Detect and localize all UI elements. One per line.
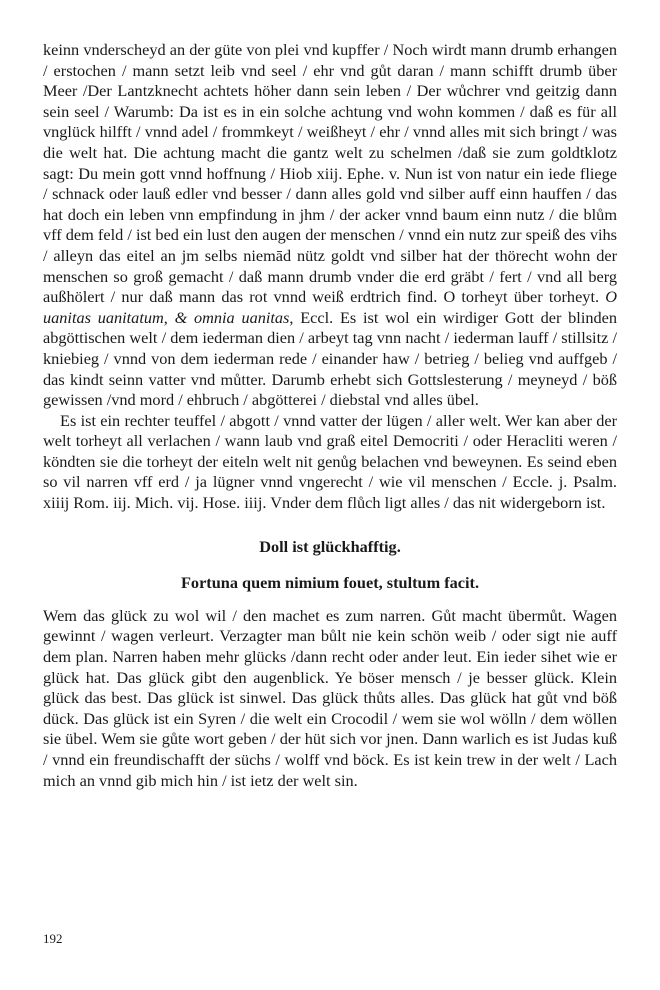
body-paragraph-2: Es ist ein rechter teuffel / abgott / vnnd vatter der lügen / aller welt. Wer kan aber der welt torheyt all verlachen / wann laub vnd graß eitel Democriti / oder Heracliti weren / köndten sie die torheyt der eiteln welt nit genůg belachen vnd beweynen. Es seind eben so vil narren vff erd / ja lügner vnnd vngerecht / wie vil menschen / Eccle. j. Psalm. xiiij Rom. iij. Mich. vij. Hose. iiij. Vnder dem flůch ligt alles / das nit widergeborn ist. [43, 410, 617, 513]
section-motto: Fortuna quem nimium fouet, stultum facit. [180, 573, 480, 593]
paragraph-1-text-a: keinn vnderscheyd an der güte von plei vnd kupffer / Noch wirdt mann drumb erhangen / erstochen / mann setzt leib vnd seel / ehr vnd gůt daran / mann schifft drumb über Meer /Der Lantzknecht achtets höher dann sein leben / Der wůchrer vnd geitzig dann sein seel / Warumb: Da ist es in ein solche achtung vnd wohn kommen / daß es für all vnglück hilfft / vnnd adel / frommkeyt / weißheyt / ehr / vnnd alles mit sich bringt / was die welt hat. Die achtung macht die gantz welt zu schelmen /daß sie zum goldtklotz sagt: Du mein gott vnnd hoffnung / Hiob xiij. Ephe. v. Nun ist von natur ein iede fliege / schnack oder lauß edler vnd besser / dann alles gold vnd silber auff einn hauffen / das hat doch ein leben vnn empfindung in jhm / der acker vnnd baum einn nutz / die blům vff dem feld / ist bed ein lust den augen der menschen / vnnd ein nutz zur speiß des vihs / alleyn das eitel an jm selbs niemād nütz goldt vnd silber hat der thörecht wohn der menschen so groß gemacht / daß mann drumb vnder die erd gräbt / fert / vnd all berg außhölert / nur daß mann das rot vnnd weiß erdtrich find. O torheyt über torheyt. [43, 40, 617, 307]
body-paragraph-1 [43, 40, 617, 411]
body-paragraph-3: Wem das glück zu wol wil / den machet es zum narren. Gůt macht übermůt. Wagen gewinnt / wagen verleurt. Verzagter man bůlt nie kein schön weib / oder sigt nie auff dem plan. Narren haben mehr glücks /dann recht oder ander leut. Ein ieder sihet wie er glück hat. Das glück gibt den augenblick. Ye böser mensch / je besser glück. Klein glück das best. Das glück ist sinwel. Das glück thůts alles. Das glück hat gůt vnd böß dück. Das glück ist ein Syren / die welt ein Crocodil / wem sie wol wölln / dem wöllen sie übel. Wem sie gůte wort geben / der hüt sich vor jnen. Dann warlich es ist Judas kuß / vnnd ein freundischafft der süchs / wolff vnd böck. Es ist kein trew in der welt / Lach mich an vnnd gib mich hin / ist ietz der welt sin. [43, 605, 617, 790]
page-body [43, 40, 617, 791]
section-heading: Doll ist glückhafftig. [259, 536, 401, 556]
page-number: 192 [43, 931, 63, 946]
paragraph-1-latin-quote: O uanitas uanitatum, & omnia uanitas [43, 287, 617, 327]
paragraph-1-text-b: , Eccl. Es ist wol ein wirdiger Gott der blinden abgöttischen welt / dem iederman dien / arbeyt tag vnn nacht / iederman lauff / stillsitz / kniebieg / vnnd von dem iederman rede / einander haw / betrieg / belieg vnd auffgeb / das kindt seinn vatter vnd můtter. Darumb erhebt sich Gottslesterung / meyneyd / böß gewissen /vnd mord / ehbruch / abgötterei / diebstal vnd alles übel. [43, 307, 617, 410]
